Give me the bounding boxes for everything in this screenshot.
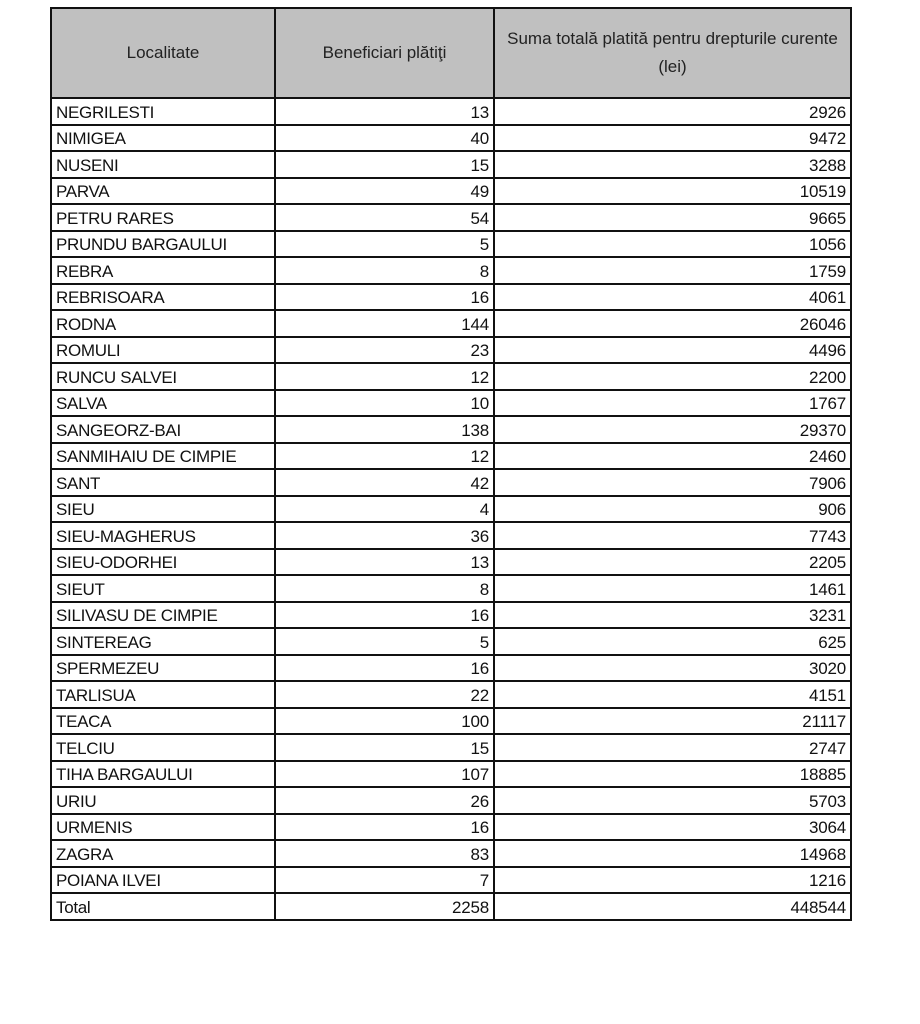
cell-beneficiari: 36 [275, 522, 494, 549]
cell-localitate: SILIVASU DE CIMPIE [51, 602, 275, 629]
table-row [51, 575, 851, 602]
cell-beneficiari: 15 [275, 151, 494, 178]
table-row [51, 284, 851, 311]
cell-localitate: Total [51, 893, 275, 920]
cell-beneficiari: 12 [275, 443, 494, 470]
cell-beneficiari: 16 [275, 284, 494, 311]
total-row [51, 893, 851, 920]
cell-beneficiari: 42 [275, 469, 494, 496]
cell-localitate: PRUNDU BARGAULUI [51, 231, 275, 258]
cell-suma: 1767 [494, 390, 851, 417]
cell-localitate: PARVA [51, 178, 275, 205]
cell-localitate: NUSENI [51, 151, 275, 178]
cell-suma: 7906 [494, 469, 851, 496]
cell-suma: 2460 [494, 443, 851, 470]
cell-beneficiari: 7 [275, 867, 494, 894]
table-row [51, 840, 851, 867]
cell-localitate: TELCIU [51, 734, 275, 761]
cell-beneficiari: 107 [275, 761, 494, 788]
table-row [51, 469, 851, 496]
table-row [51, 125, 851, 152]
cell-localitate: NIMIGEA [51, 125, 275, 152]
beneficiaries-table [50, 7, 852, 921]
cell-suma: 9472 [494, 125, 851, 152]
cell-suma: 3231 [494, 602, 851, 629]
table-row [51, 867, 851, 894]
table-row [51, 681, 851, 708]
cell-beneficiari: 12 [275, 363, 494, 390]
cell-suma: 10519 [494, 178, 851, 205]
cell-localitate: SIEU-MAGHERUS [51, 522, 275, 549]
table-row [51, 522, 851, 549]
cell-localitate: RODNA [51, 310, 275, 337]
cell-suma: 3020 [494, 655, 851, 682]
cell-suma: 7743 [494, 522, 851, 549]
table-row [51, 363, 851, 390]
cell-suma: 1056 [494, 231, 851, 258]
table-row [51, 337, 851, 364]
cell-suma: 625 [494, 628, 851, 655]
cell-localitate: RUNCU SALVEI [51, 363, 275, 390]
cell-suma: 2200 [494, 363, 851, 390]
cell-suma: 1461 [494, 575, 851, 602]
cell-beneficiari: 23 [275, 337, 494, 364]
cell-localitate: URMENIS [51, 814, 275, 841]
table-row [51, 204, 851, 231]
cell-suma: 2926 [494, 98, 851, 125]
cell-localitate: NEGRILESTI [51, 98, 275, 125]
table-row [51, 628, 851, 655]
cell-localitate: ZAGRA [51, 840, 275, 867]
cell-beneficiari: 13 [275, 549, 494, 576]
cell-suma: 3288 [494, 151, 851, 178]
table-row [51, 390, 851, 417]
cell-localitate: SANGEORZ-BAI [51, 416, 275, 443]
table-row [51, 178, 851, 205]
cell-suma: 21117 [494, 708, 851, 735]
cell-localitate: ROMULI [51, 337, 275, 364]
cell-beneficiari: 16 [275, 814, 494, 841]
cell-beneficiari: 15 [275, 734, 494, 761]
cell-localitate: SPERMEZEU [51, 655, 275, 682]
cell-suma: 4061 [494, 284, 851, 311]
cell-beneficiari: 83 [275, 840, 494, 867]
cell-beneficiari: 54 [275, 204, 494, 231]
cell-suma: 4496 [494, 337, 851, 364]
cell-suma: 9665 [494, 204, 851, 231]
cell-localitate: TIHA BARGAULUI [51, 761, 275, 788]
cell-beneficiari: 144 [275, 310, 494, 337]
cell-beneficiari: 49 [275, 178, 494, 205]
header-beneficiari: Beneficiari plătiţi [275, 8, 494, 98]
cell-suma: 18885 [494, 761, 851, 788]
cell-localitate: REBRISOARA [51, 284, 275, 311]
cell-beneficiari: 5 [275, 231, 494, 258]
cell-suma: 1759 [494, 257, 851, 284]
table-row [51, 416, 851, 443]
cell-beneficiari: 16 [275, 655, 494, 682]
table-body [51, 98, 851, 920]
header-row [51, 8, 851, 98]
cell-suma: 448544 [494, 893, 851, 920]
table-row [51, 151, 851, 178]
cell-localitate: SANMIHAIU DE CIMPIE [51, 443, 275, 470]
cell-suma: 1216 [494, 867, 851, 894]
cell-suma: 14968 [494, 840, 851, 867]
cell-suma: 2747 [494, 734, 851, 761]
cell-beneficiari: 8 [275, 257, 494, 284]
cell-localitate: SIEUT [51, 575, 275, 602]
cell-localitate: POIANA ILVEI [51, 867, 275, 894]
table-row [51, 734, 851, 761]
table-row [51, 496, 851, 523]
cell-beneficiari: 22 [275, 681, 494, 708]
cell-beneficiari: 138 [275, 416, 494, 443]
table-row [51, 549, 851, 576]
table-row [51, 708, 851, 735]
cell-localitate: TEACA [51, 708, 275, 735]
cell-localitate: REBRA [51, 257, 275, 284]
cell-beneficiari: 8 [275, 575, 494, 602]
table-row [51, 98, 851, 125]
cell-beneficiari: 13 [275, 98, 494, 125]
cell-suma: 26046 [494, 310, 851, 337]
cell-suma: 5703 [494, 787, 851, 814]
cell-localitate: SANT [51, 469, 275, 496]
cell-suma: 4151 [494, 681, 851, 708]
cell-localitate: TARLISUA [51, 681, 275, 708]
table-row [51, 655, 851, 682]
cell-suma: 3064 [494, 814, 851, 841]
table-row [51, 310, 851, 337]
table-row [51, 443, 851, 470]
cell-beneficiari: 5 [275, 628, 494, 655]
table-row [51, 602, 851, 629]
cell-localitate: SALVA [51, 390, 275, 417]
cell-localitate: SIEU [51, 496, 275, 523]
cell-localitate: SIEU-ODORHEI [51, 549, 275, 576]
cell-localitate: SINTEREAG [51, 628, 275, 655]
table-row [51, 257, 851, 284]
cell-beneficiari: 100 [275, 708, 494, 735]
table-header [51, 8, 851, 98]
table-row [51, 231, 851, 258]
cell-beneficiari: 40 [275, 125, 494, 152]
cell-suma: 906 [494, 496, 851, 523]
cell-beneficiari: 2258 [275, 893, 494, 920]
cell-localitate: PETRU RARES [51, 204, 275, 231]
cell-localitate: URIU [51, 787, 275, 814]
cell-beneficiari: 26 [275, 787, 494, 814]
table-row [51, 761, 851, 788]
cell-suma: 2205 [494, 549, 851, 576]
table-row [51, 787, 851, 814]
cell-beneficiari: 4 [275, 496, 494, 523]
cell-beneficiari: 16 [275, 602, 494, 629]
cell-suma: 29370 [494, 416, 851, 443]
header-localitate: Localitate [51, 8, 275, 98]
cell-beneficiari: 10 [275, 390, 494, 417]
table-row [51, 814, 851, 841]
header-suma: Suma totală platită pentru drepturile curente (lei) [494, 8, 851, 98]
